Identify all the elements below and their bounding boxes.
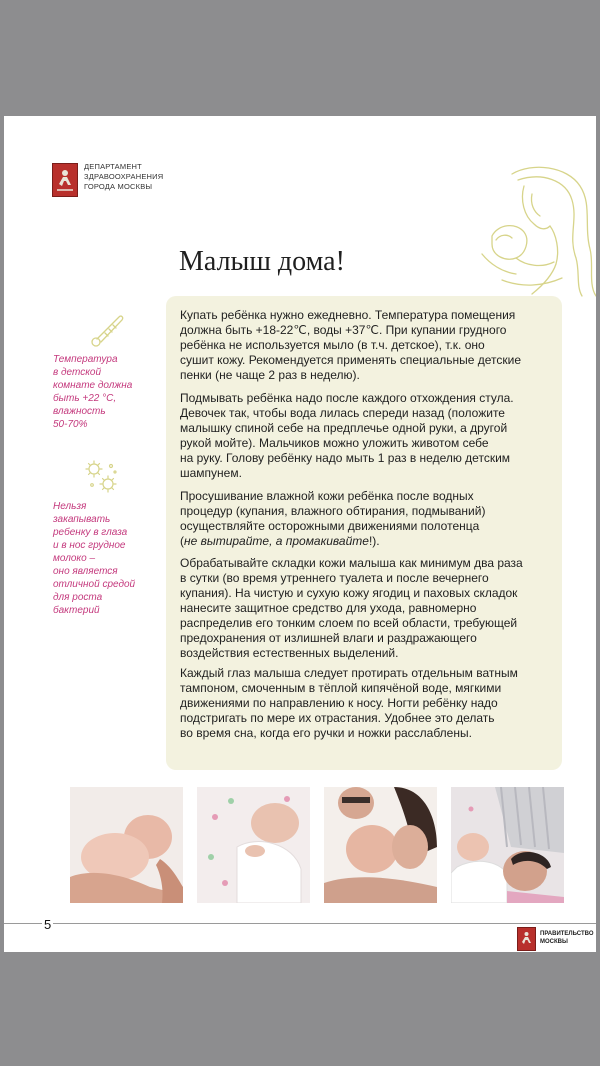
text-line: сушит кожу. Рекомендуется применять специальные детские [180,353,522,367]
photo-father-with-baby [324,787,437,903]
paragraph-eyes-nails [180,666,518,741]
side-note-line: в детской [53,367,102,378]
text-line [180,534,485,549]
text-line: пенки (не чаще 2 раз в неделю). [180,368,360,382]
main-text-box [166,296,562,770]
text-line: Девочек так, чтобы вода лилась спереди назад (положите [180,406,505,420]
department-line: ДЕПАРТАМЕНТ [84,162,142,171]
page-number: 5 [44,917,52,932]
photo-sleeping-baby [197,787,310,903]
government-name [540,930,594,946]
department-line: ЗДРАВООХРАНЕНИЯ [84,172,164,181]
moscow-government-logo [517,927,536,951]
department-line: ГОРОДА МОСКВЫ [84,182,153,191]
italic-emphasis: не вытирайте, а промакивайте [184,534,369,548]
text-line: Обрабатывайте складки кожи малыша как минимум два раза [180,556,523,570]
photo-parents-with-baby [451,787,564,903]
text-line: предохранения от излишней влаги и раздражающего [180,631,477,645]
side-note-line: бактерий [53,605,100,616]
brochure-page [4,116,596,952]
side-note-temperature [53,353,153,431]
text-line: малышку спиной себе на предплечье одной руки, а другой [180,421,508,435]
side-note-line: для роста [53,592,103,603]
text-line: во время сна, когда его ручки и ножки расслаблены. [180,726,472,740]
text-line: шампунем. [180,466,242,480]
paragraph-skin-folds [180,556,523,661]
text-line: нанесите защитное средство для ухода, равномерно [180,601,477,615]
side-note-line: молоко – [53,553,96,564]
side-note-line: и в нос грудное [53,540,126,551]
side-note-line: оно является [53,566,118,577]
page-title: Малыш дома! [179,246,345,277]
mother-and-baby-illustration [472,164,596,299]
department-name [84,162,163,192]
side-note-line: комнате должна [53,380,133,391]
paragraph-drying [180,489,485,549]
text-line: в сутки (во время утреннего туалета и после вечернего [180,571,489,585]
footer-divider [4,923,596,924]
text-line: Просушивание влажной кожи ребёнка после водных [180,489,474,503]
bacteria-icon [84,458,120,494]
text-line: рукой мойте). Мальчиков можно уложить животом себе [180,436,489,450]
text-fragment: !). [368,534,380,548]
text-line: распределив его тонким слоем по всей области, требующей [180,616,518,630]
moscow-coat-of-arms-logo [52,163,78,197]
text-line: осуществляйте осторожными движениями полотенца [180,519,480,533]
text-line: Подмывать ребёнка надо после каждого отхождения стула. [180,391,514,405]
side-note-line: 50-70% [53,419,88,430]
text-line: купания). На чистую и сухую кожу ягодиц и паховых складок [180,586,518,600]
government-line: МОСКВЫ [540,939,568,945]
side-note-line: Температура [53,354,118,365]
text-line: движениями по направлению к носу. Ногти ребёнку надо [180,696,498,710]
text-line: подстригать по мере их отрастания. Удобнее это делать [180,711,495,725]
paragraph-bathing [180,308,521,383]
text-line: Купать ребёнка нужно ежедневно. Температура помещения [180,308,516,322]
photo-baby-in-hands [70,787,183,903]
text-line: на руку. Голову ребёнку надо мыть 1 раз в неделю детским [180,451,511,465]
side-note-line: ребенку в глаза [53,527,128,538]
text-fragment: ( [180,534,184,548]
side-note-line: быть +22 °С, [53,393,117,404]
text-line: Каждый глаз малыша следует протирать отдельным ватным [180,666,518,680]
text-line: должна быть +18-22℃, воды +37℃. При купании грудного [180,323,507,337]
side-note-line: закапывать [53,514,111,525]
text-line: процедур (купания, влажного обтирания, подмываний) [180,504,486,518]
side-note-line: отличной средой [53,579,136,590]
side-note-line: влажность [53,406,106,417]
government-line: ПРАВИТЕЛЬСТВО [540,931,594,937]
side-note-breast-milk [53,500,153,617]
text-line: ребёнка не используется мыло (в т.ч. детское), т.к. оно [180,338,485,352]
thermometer-icon [89,311,127,347]
text-line: воздействия естественных выделений. [180,646,399,660]
text-line: тампоном, смоченным в тёплой кипячёной воде, мягкими [180,681,502,695]
paragraph-washing [180,391,514,481]
side-note-line: Нельзя [53,501,87,512]
